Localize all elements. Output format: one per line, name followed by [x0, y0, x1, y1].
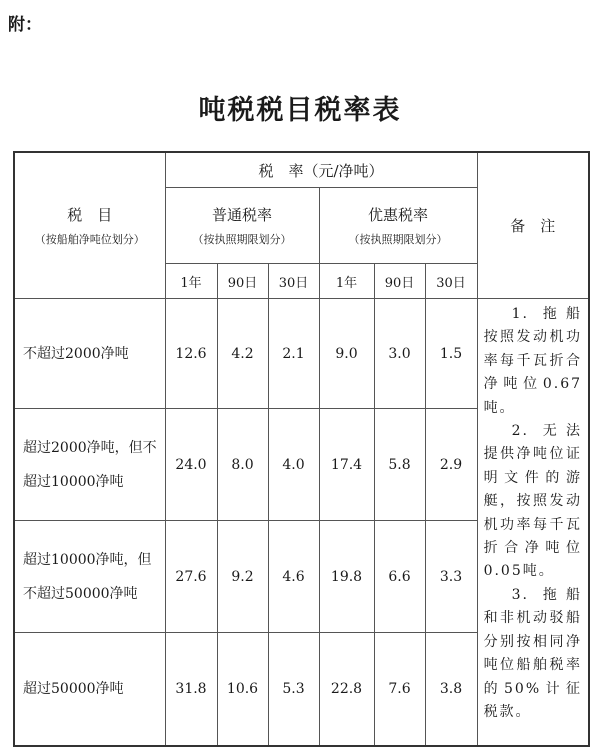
- rate-value: 19.8: [319, 521, 374, 633]
- rate-value: 31.8: [165, 633, 217, 746]
- rate-value: 27.6: [165, 521, 217, 633]
- rate-value: 17.4: [319, 409, 374, 521]
- rate-value: 4.0: [268, 409, 319, 521]
- rate-header: 税 率（元/净吨）: [165, 152, 477, 188]
- rate-value: 5.8: [374, 409, 425, 521]
- period-ordinary-1year: 1年: [165, 264, 217, 299]
- note-item: 3. 拖船和非机动驳船分别按相同净吨位船舶税率的50%计征税款。: [483, 586, 583, 720]
- rate-value: 9.2: [217, 521, 268, 633]
- attachment-label: 附：: [8, 15, 42, 35]
- ordinary-rate-header: 普通税率: [211, 206, 272, 224]
- note-item: 1. 拖船按照发动机功率每千瓦折合净吨位0.67吨。: [483, 306, 583, 416]
- period-ordinary-30days: 30日: [268, 264, 319, 299]
- preferential-rate-header-cell: [319, 188, 477, 264]
- category-header: 税 目: [67, 206, 113, 224]
- notes-header: 备 注: [477, 152, 589, 299]
- rate-value: 5.3: [268, 633, 319, 746]
- rate-value: 1.5: [425, 299, 477, 409]
- rate-value: 4.6: [268, 521, 319, 633]
- tax-rate-table: [13, 151, 590, 747]
- rate-value: 9.0: [319, 299, 374, 409]
- rate-value: 8.0: [217, 409, 268, 521]
- rate-value: 3.3: [425, 521, 477, 633]
- row-category: 超过2000净吨，但不超过10000净吨: [14, 409, 165, 521]
- category-subheader: （按船舶净吨位划分）: [34, 233, 145, 246]
- row-category: 不超过2000净吨: [14, 299, 165, 409]
- table-row: [14, 299, 589, 409]
- category-header-cell: [14, 152, 165, 299]
- rate-value: 4.2: [217, 299, 268, 409]
- preferential-rate-header: 优惠税率: [368, 206, 429, 224]
- rate-value: 24.0: [165, 409, 217, 521]
- rate-value: 7.6: [374, 633, 425, 746]
- period-preferential-30days: 30日: [425, 264, 477, 299]
- rate-value: 2.9: [425, 409, 477, 521]
- rate-value: 10.6: [217, 633, 268, 746]
- period-preferential-90days: 90日: [374, 264, 425, 299]
- rate-value: 3.0: [374, 299, 425, 409]
- note-item: 2. 无法提供净吨位证明文件的游艇，按照发动机功率每千瓦折合净吨位0.05吨。: [483, 423, 583, 580]
- period-preferential-1year: 1年: [319, 264, 374, 299]
- ordinary-rate-header-cell: [165, 188, 319, 264]
- ordinary-rate-subheader: （按执照期限划分）: [192, 233, 292, 246]
- rate-value: 12.6: [165, 299, 217, 409]
- notes-cell: [477, 299, 589, 746]
- preferential-rate-subheader: （按执照期限划分）: [348, 233, 448, 246]
- rate-value: 6.6: [374, 521, 425, 633]
- row-category: 超过50000净吨: [14, 633, 165, 746]
- row-category: 超过10000净吨，但不超过50000净吨: [14, 521, 165, 633]
- rate-value: 2.1: [268, 299, 319, 409]
- period-ordinary-90days: 90日: [217, 264, 268, 299]
- rate-value: 22.8: [319, 633, 374, 746]
- rate-value: 3.8: [425, 633, 477, 746]
- page-title: 吨税税目税率表: [198, 95, 402, 126]
